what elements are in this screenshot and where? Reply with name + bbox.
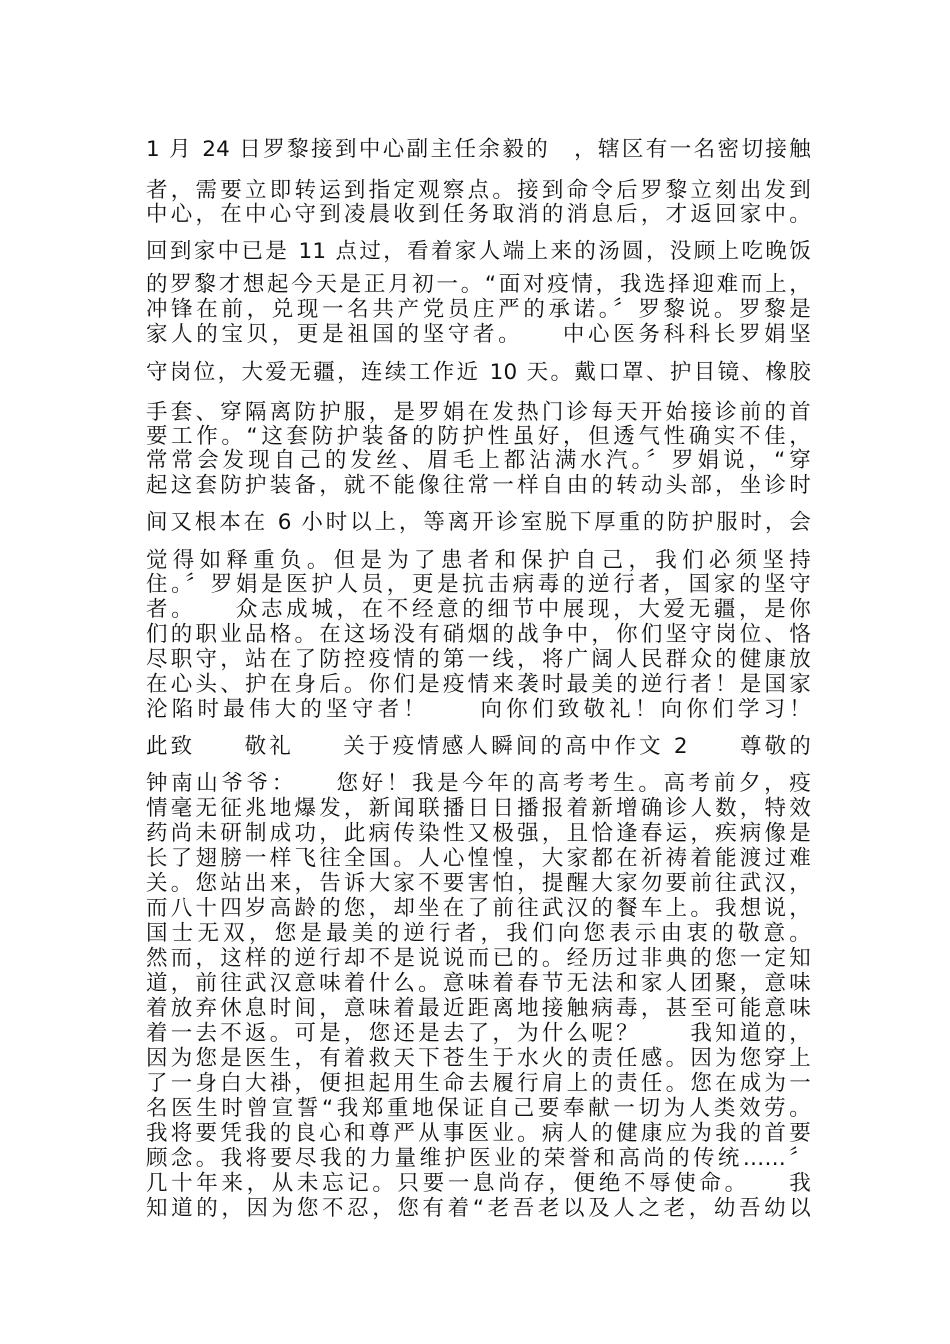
text-line: 几十年来，从未忘记。只要一息尚存，便绝不辱使命。 我 [146, 1171, 811, 1196]
text-line: 名医生时曾宣誓“我郑重地保证自己要奉献一切为人类效劳。 [146, 1096, 811, 1121]
text-line: 手套、穿隔离防护服，是罗娟在发热门诊每天开始接诊前的首 [146, 400, 811, 425]
text-line: 道，前往武汉意味着什么。意味着春节无法和家人团聚，意味 [146, 971, 811, 996]
text-line: 回到家中已是 11 点过，看着家人端上来的汤圆，没顾上吃晚饭 [146, 239, 811, 264]
text-line: 因为您是医生，有着救天下苍生于水火的责任感。因为您穿上 [146, 1046, 811, 1071]
text-line: 关。您站出来，告诉大家不要害怕，提醒大家勿要前往武汉， [146, 871, 811, 896]
text-line: 住。〞罗娟是医护人员，更是抗击病毒的逆行者，国家的坚守 [146, 572, 811, 597]
text-line: 觉得如释重负。但是为了患者和保护自己，我们必须坚持 [146, 548, 811, 573]
text-line: 们的职业品格。在这场没有硝烟的战争中，你们坚守岗位、恪 [146, 622, 811, 647]
text-line: 冲锋在前，兑现一名共产党员庄严的承诺。〞罗黎说。罗黎是 [146, 297, 811, 322]
text-line: 常常会发现自己的发丝、眉毛上都沾满水汽。〞罗娟说，“穿 [146, 448, 811, 473]
text-line: 起这套防护装备，就不能像往常一样自由的转动头部，坐诊时 [146, 473, 811, 498]
text-line: 1 月 24 日罗黎接到中心副主任余毅的 ，辖区有一名密切接触 [146, 137, 811, 162]
text-line: 沦陷时最伟大的坚守者！ 向你们致敬礼！向你们学习！ [146, 697, 811, 722]
text-line: 了一身白大褂，便担起用生命去履行肩上的责任。您在成为一 [146, 1071, 811, 1096]
text-line: 知道的，因为您不忍，您有着“老吾老以及人之老，幼吾幼以 [146, 1196, 811, 1221]
text-line: 者。 众志成城，在不经意的细节中展现，大爱无疆，是你 [146, 597, 811, 622]
text-line: 钟南山爷爷： 您好！我是今年的高考考生。高考前夕，疫 [146, 771, 811, 796]
text-line: 着一去不返。可是，您还是去了，为什么呢？ 我知道的， [146, 1021, 811, 1046]
text-line: 守岗位，大爱无疆，连续工作近 10 天。戴口罩、护目镜、橡胶 [146, 360, 811, 385]
text-line: 中心，在中心守到凌晨收到任务取消的消息后，才返回家中。 [146, 202, 811, 227]
text-line: 长了翅膀一样飞往全国。人心惶惶，大家都在祈祷着能渡过难 [146, 846, 811, 871]
text-line: 的罗黎才想起今天是正月初一。“面对疫情，我选择迎难而上， [146, 272, 811, 297]
text-line: 着放弃休息时间，意味着最近距离地接触病毒，甚至可能意味 [146, 996, 811, 1021]
text-line: 药尚未研制成功，此病传染性又极强，且恰逢春运，疾病像是 [146, 821, 811, 846]
text-line: 情毫无征兆地爆发，新闻联播日日播报着新增确诊人数，特效 [146, 796, 811, 821]
text-line: 国士无双，您是最美的逆行者，我们向您表示由衷的敬意。 [146, 921, 811, 946]
text-line: 我将要凭我的良心和尊严从事医业。病人的健康应为我的首要 [146, 1121, 811, 1146]
text-line: 顾念。我将要尽我的力量维护医业的荣誉和高尚的传统……〞 [146, 1146, 811, 1171]
text-line: 要工作。“这套防护装备的防护性虽好，但透气性确实不佳， [146, 424, 811, 449]
text-line: 间又根本在 6 小时以上，等离开诊室脱下厚重的防护服时，会 [146, 510, 811, 535]
text-line: 者，需要立即转运到指定观察点。接到命令后罗黎立刻出发到 [146, 178, 811, 203]
text-line: 在心头、护在身后。你们是疫情来袭时最美的逆行者！是国家 [146, 672, 811, 697]
text-line: 尽职守，站在了防控疫情的第一线，将广阔人民群众的健康放 [146, 647, 811, 672]
text-line: 此致 敬礼 关于疫情感人瞬间的高中作文 2 尊敬的 [146, 734, 811, 759]
text-line: 家人的宝贝，更是祖国的坚守者。 中心医务科科长罗娟坚 [146, 322, 811, 347]
text-line: 而八十四岁高龄的您，却坐在了前往武汉的餐车上。我想说， [146, 896, 811, 921]
text-line: 然而，这样的逆行却不是说说而已的。经历过非典的您一定知 [146, 946, 811, 971]
